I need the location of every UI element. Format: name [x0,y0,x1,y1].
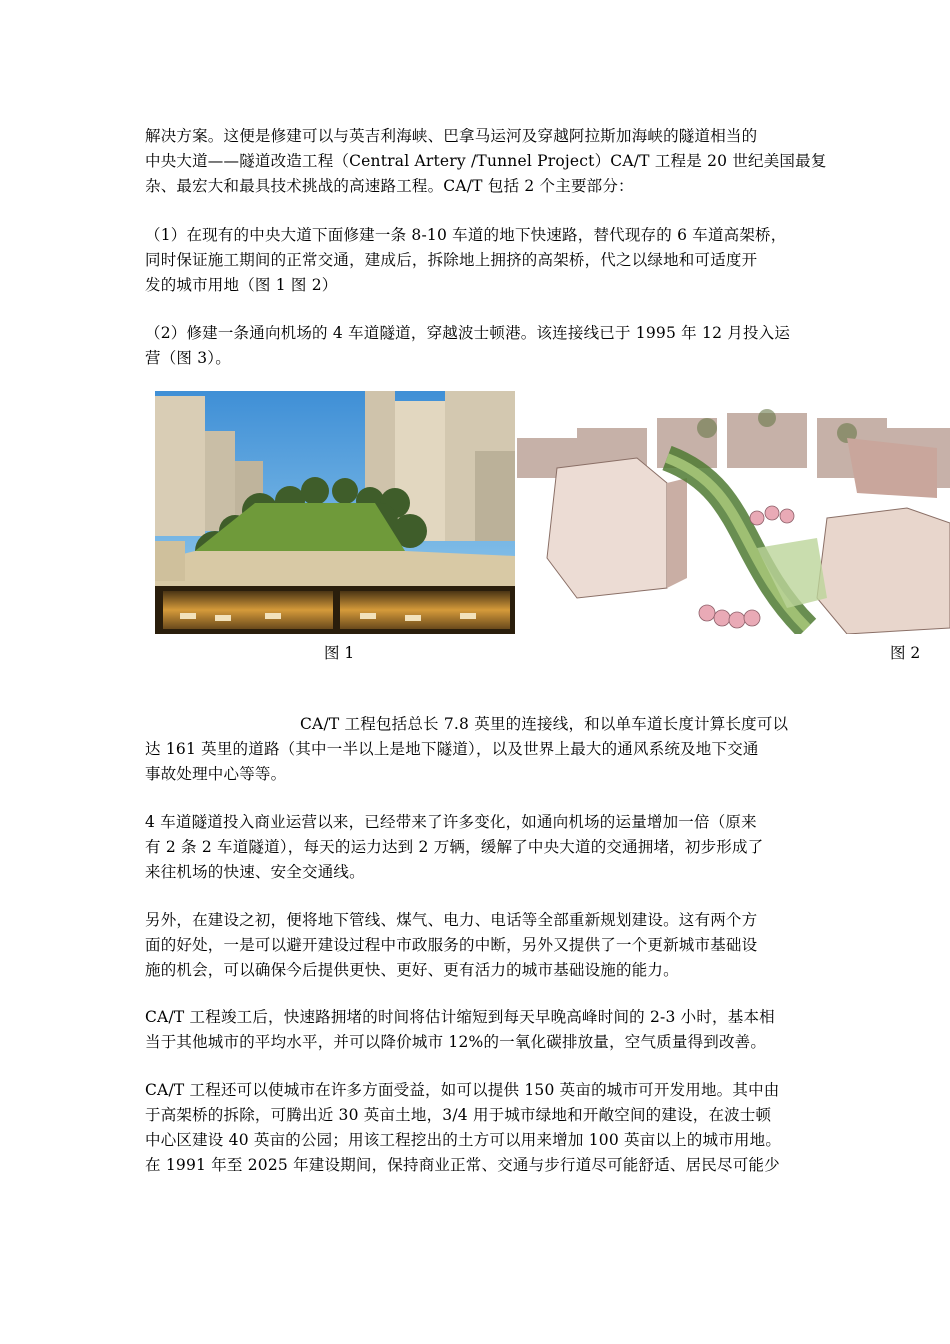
paragraph-3 [145,321,810,371]
paragraph-8 [145,1078,810,1178]
figure-1-model-photo [155,391,515,634]
text-line: 有 2 条 2 车道隧道），每天的运力达到 2 万辆，缓解了中央大道的交通拥堵，初步形成了 [145,838,764,856]
text-line: 面的好处，一是可以避开建设过程中市政服务的中断，另外又提供了一个更新城市基础设 [145,936,758,954]
text-line: 事故处理中心等等。 [145,765,287,783]
text-line: （2）修建一条通向机场的 4 车道隧道，穿越波士顿港。该连接线已于 1995 年 12 月投入运 [145,324,791,342]
text-line: 中心区建设 40 英亩的公园；用该工程挖出的土方可以用来增加 100 英亩以上的城市用地。 [145,1131,782,1149]
text-line: 来往机场的快速、安全交通线。 [145,863,365,881]
text-line: 杂、最宏大和最具技术挑战的高速路工程。CA/T 包括 2 个主要部分： [145,177,634,195]
text-line: CA/T 工程竣工后，快速路拥堵的时间将估计缩短到每天早晚高峰时间的 2-3 小时，基本相 [145,1008,775,1026]
text-line: 施的机会，可以确保今后提供更快、更好、更有活力的城市基础设施的能力。 [145,961,679,979]
text-line: （1）在现有的中央大道下面修建一条 8-10 车道的地下快速路，替代现存的 6 车道高架桥， [145,226,787,244]
text-line: 当于其他城市的平均水平，并可以降价城市 12%的一氧化碳排放量，空气质量得到改善。 [145,1033,767,1051]
paragraph-4 [145,712,810,787]
paragraph-2 [145,223,810,298]
text-line: 在 1991 年至 2025 年建设期间，保持商业正常、交通与步行道尽可能舒适、居民尽可能少 [145,1156,780,1174]
paragraph-1 [145,124,827,199]
figure-2-caption: 图 2 [890,644,921,662]
text-line: 营（图 3）。 [145,349,231,367]
paragraph-7 [145,1005,810,1055]
paragraph-6 [145,908,810,983]
figure-1-image [155,391,515,634]
figure-2-image [517,398,950,634]
text-line: 另外，在建设之初，便将地下管线、煤气、电力、电话等全部重新规划建设。这有两个方 [145,911,758,929]
text-line: CA/T 工程包括总长 7.8 英里的连接线，和以单车道长度计算长度可以 [300,715,789,733]
text-line: 达 161 英里的道路（其中一半以上是地下隧道），以及世界上最大的通风系统及地下交通 [145,740,759,758]
text-line: 解决方案。这便是修建可以与英吉利海峡、巴拿马运河及穿越阿拉斯加海峡的隧道相当的 [145,127,758,145]
text-line: 发的城市用地（图 1 图 2） [145,276,338,294]
text-line: 中央大道——隧道改造工程（Central Artery /Tunnel Project）CA/T 工程是 20 世纪美国最复 [145,152,827,170]
figure-2-aerial-sketch [517,398,950,634]
figure-1-caption: 图 1 [324,644,355,662]
text-line: CA/T 工程还可以使城市在许多方面受益，如可以提供 150 英亩的城市可开发用地。其中由 [145,1081,780,1099]
paragraph-5 [145,810,810,885]
text-line: 4 车道隧道投入商业运营以来，已经带来了许多变化，如通向机场的运量增加一倍（原来 [145,813,757,831]
text-line: 于高架桥的拆除，可腾出近 30 英亩土地，3/4 用于城市绿地和开敞空间的建设，在波士顿 [145,1106,772,1124]
text-line: 同时保证施工期间的正常交通，建成后，拆除地上拥挤的高架桥，代之以绿地和可适度开 [145,251,758,269]
